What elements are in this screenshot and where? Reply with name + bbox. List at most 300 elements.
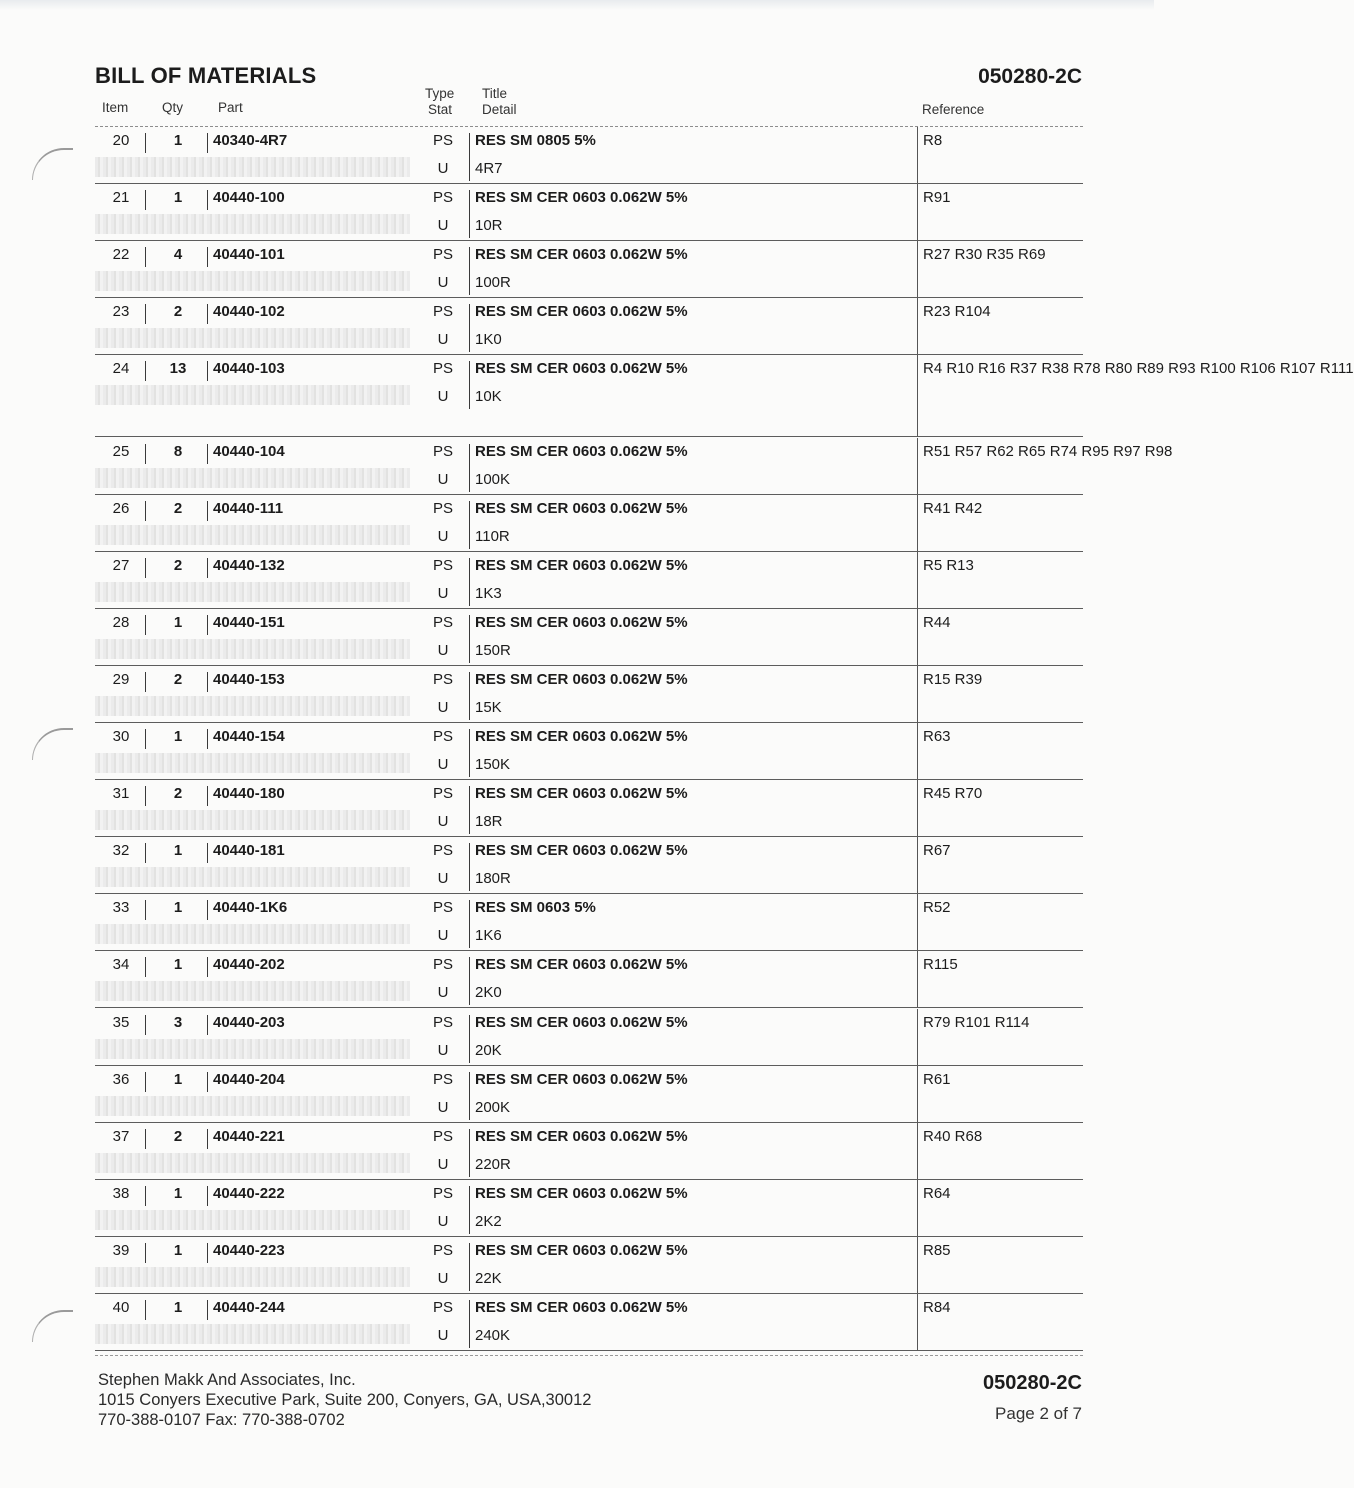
row-shading (95, 214, 410, 234)
column-divider (145, 1300, 146, 1320)
column-divider (145, 672, 146, 692)
column-divider (917, 127, 918, 184)
quantity: 1 (173, 1241, 183, 1259)
column-divider (917, 666, 918, 723)
quantity: 2 (173, 1127, 183, 1145)
status-code: U (437, 1041, 449, 1059)
column-divider (207, 1243, 208, 1263)
table-row (95, 438, 1173, 495)
column-divider (207, 361, 208, 381)
part-number: 40440-154 (213, 728, 285, 745)
status-code: U (437, 813, 449, 831)
row-shading (95, 468, 410, 488)
part-title: RES SM 0805 5% (475, 132, 596, 149)
column-divider (145, 1072, 146, 1092)
column-divider (469, 1300, 470, 1348)
column-divider (469, 444, 470, 492)
part-number: 40440-100 (213, 189, 285, 207)
table-row (95, 355, 1354, 437)
column-divider (917, 1066, 918, 1123)
document-title: BILL OF MATERIALS (95, 63, 317, 88)
type-code: PS (432, 132, 453, 149)
quantity: 3 (173, 1013, 183, 1031)
item-number: 22 (112, 246, 130, 264)
quantity: 1 (173, 956, 183, 974)
reference-designators: R67 (923, 842, 951, 860)
reference-designators: R61 (923, 1070, 951, 1088)
type-code: PS (432, 842, 453, 860)
column-divider (917, 1009, 918, 1066)
part-detail: 100K (475, 470, 511, 488)
part-detail: 200K (475, 1098, 511, 1116)
part-number: 40440-223 (213, 1241, 285, 1259)
table-row (95, 723, 1083, 780)
column-divider (145, 558, 146, 578)
column-divider (207, 843, 208, 863)
status-code: U (437, 217, 449, 235)
column-divider (469, 133, 470, 181)
quantity: 8 (173, 442, 183, 460)
item-number: 21 (112, 189, 130, 207)
column-divider (917, 495, 918, 552)
type-code: PS (432, 556, 453, 574)
row-shading (95, 1210, 410, 1230)
part-detail: 4R7 (475, 160, 503, 177)
reference-designators: R41 R42 (923, 499, 983, 517)
table-row (95, 1066, 1083, 1123)
status-code: U (437, 870, 449, 888)
column-divider (469, 361, 470, 409)
item-number: 32 (112, 842, 130, 860)
reference-designators: R51 R57 R62 R65 R74 R95 R97 R98 (923, 442, 1173, 460)
page-indicator: Page 2 of 7 (995, 1404, 1082, 1423)
column-divider (207, 133, 208, 153)
part-detail: 20K (475, 1041, 502, 1059)
column-divider (917, 1294, 918, 1351)
column-divider (917, 298, 918, 355)
part-detail: 1K6 (475, 927, 502, 945)
item-number: 39 (112, 1241, 130, 1259)
column-divider (917, 1237, 918, 1294)
column-divider (145, 957, 146, 977)
reference-designators: R27 R30 R35 R69 (923, 246, 1046, 264)
part-title: RES SM CER 0603 0.062W 5% (475, 442, 688, 460)
part-detail: 10R (475, 217, 503, 235)
reference-designators: R64 (923, 1184, 951, 1202)
part-title: RES SM CER 0603 0.062W 5% (475, 613, 688, 631)
part-detail: 100R (475, 274, 511, 292)
item-number: 38 (112, 1184, 130, 1202)
type-code: PS (432, 613, 453, 631)
part-title: RES SM CER 0603 0.062W 5% (475, 246, 688, 264)
part-detail: 180R (475, 870, 511, 888)
column-divider (917, 438, 918, 495)
quantity: 2 (173, 556, 183, 574)
reference-designators: R115 (923, 956, 958, 974)
part-number: 40440-102 (213, 303, 285, 321)
type-code: PS (432, 360, 453, 378)
reference-designators: R79 R101 R114 (923, 1013, 1030, 1031)
column-divider (145, 786, 146, 806)
status-code: U (437, 470, 449, 488)
part-number: 40440-153 (213, 670, 285, 688)
item-number: 34 (112, 956, 130, 974)
column-divider (145, 190, 146, 210)
reference-designators: R91 (923, 189, 951, 207)
reference-designators: R45 R70 (923, 785, 983, 803)
row-shading (95, 1039, 410, 1059)
part-title: RES SM CER 0603 0.062W 5% (475, 1184, 688, 1202)
reference-designators: R23 R104 (923, 303, 991, 321)
type-code: PS (432, 1184, 453, 1202)
part-detail: 240K (475, 1327, 511, 1344)
table-row (95, 495, 1083, 552)
column-divider (469, 1129, 470, 1177)
table-row (95, 1237, 1083, 1294)
column-header-reference: Reference (922, 102, 985, 117)
quantity: 2 (173, 303, 183, 321)
column-divider (469, 957, 470, 1005)
part-detail: 18R (475, 813, 503, 831)
part-number: 40440-132 (213, 556, 285, 574)
status-code: U (437, 584, 449, 602)
status-code: U (437, 927, 449, 945)
column-divider (145, 900, 146, 920)
column-header-item: Item (102, 100, 129, 115)
reference-designators: R40 R68 (923, 1127, 983, 1145)
column-divider (145, 1186, 146, 1206)
status-code: U (437, 388, 449, 406)
part-number: 40440-180 (213, 785, 285, 803)
punch-hole-mark (32, 148, 73, 180)
column-divider (207, 1300, 208, 1320)
column-divider (469, 1015, 470, 1063)
column-header-title: Title (482, 86, 508, 101)
status-code: U (437, 274, 449, 292)
part-title: RES SM CER 0603 0.062W 5% (475, 1299, 688, 1316)
column-divider (917, 780, 918, 837)
part-detail: 220R (475, 1155, 511, 1173)
status-code: U (437, 1212, 449, 1230)
part-detail: 15K (475, 698, 502, 716)
column-divider (207, 672, 208, 692)
row-shading (95, 1267, 410, 1287)
column-divider (917, 1180, 918, 1237)
part-title: RES SM CER 0603 0.062W 5% (475, 1127, 688, 1145)
column-header-stat: Stat (428, 102, 453, 117)
part-number: 40440-181 (213, 842, 285, 860)
column-divider (145, 729, 146, 749)
column-divider (917, 951, 918, 1008)
column-divider (469, 729, 470, 777)
table-row (95, 1009, 1083, 1066)
part-title: RES SM CER 0603 0.062W 5% (475, 670, 688, 688)
row-shading (95, 639, 410, 659)
item-number: 35 (112, 1013, 130, 1031)
column-divider (469, 558, 470, 606)
table-row (95, 127, 1083, 184)
column-divider (207, 444, 208, 464)
table-row (95, 1294, 1083, 1351)
column-divider (917, 355, 918, 437)
row-shading (95, 1153, 410, 1173)
column-divider (469, 1072, 470, 1120)
quantity: 1 (173, 842, 183, 860)
row-shading (95, 696, 410, 716)
status-code: U (437, 1155, 449, 1173)
column-divider (145, 1243, 146, 1263)
item-number: 31 (112, 785, 130, 803)
type-code: PS (432, 1013, 453, 1031)
column-divider (145, 361, 146, 381)
part-detail: 22K (475, 1269, 502, 1287)
column-divider (145, 1129, 146, 1149)
column-divider (207, 1015, 208, 1035)
part-detail: 2K2 (475, 1212, 502, 1230)
column-divider (917, 184, 918, 241)
row-shading (95, 1324, 410, 1344)
item-number: 27 (112, 556, 130, 574)
column-divider (207, 1186, 208, 1206)
table-row (95, 894, 1083, 951)
quantity: 1 (173, 899, 183, 917)
part-detail: 1K3 (475, 584, 502, 602)
part-number: 40440-103 (213, 360, 285, 378)
row-shading (95, 924, 410, 944)
company-name: Stephen Makk And Associates, Inc. (98, 1371, 356, 1389)
footer-document-number: 050280-2C (983, 1372, 1082, 1394)
part-detail: 2K0 (475, 984, 502, 1002)
row-divider (95, 1350, 1083, 1351)
quantity: 1 (173, 132, 183, 149)
footer-divider (95, 1355, 1083, 1356)
part-title: RES SM CER 0603 0.062W 5% (475, 728, 688, 745)
item-number: 20 (112, 132, 130, 149)
part-title: RES SM CER 0603 0.062W 5% (475, 785, 688, 803)
part-title: RES SM CER 0603 0.062W 5% (475, 956, 688, 974)
type-code: PS (432, 189, 453, 207)
column-header-type: Type (425, 86, 455, 101)
part-detail: 110R (475, 527, 510, 545)
part-detail: 150K (475, 756, 511, 773)
item-number: 33 (112, 899, 130, 917)
column-divider (207, 558, 208, 578)
quantity: 1 (173, 728, 183, 745)
part-number: 40340-4R7 (213, 132, 288, 149)
part-detail: 1K0 (475, 331, 502, 349)
column-divider (207, 1129, 208, 1149)
status-code: U (437, 984, 449, 1002)
column-divider (469, 190, 470, 238)
part-detail: 150R (475, 641, 511, 659)
type-code: PS (432, 246, 453, 264)
quantity: 1 (173, 1184, 183, 1202)
item-number: 23 (112, 303, 130, 321)
reference-designators: R4 R10 R16 R37 R38 R78 R80 R89 R93 R100 R106 R107 R111 (923, 360, 1354, 378)
part-number: 40440-104 (213, 442, 285, 460)
column-header-detail: Detail (482, 102, 517, 117)
status-code: U (437, 641, 449, 659)
row-shading (95, 525, 410, 545)
company-phone-fax: 770-388-0107 Fax: 770-388-0702 (98, 1411, 345, 1429)
column-divider (207, 190, 208, 210)
column-divider (145, 304, 146, 324)
column-divider (469, 247, 470, 295)
row-shading (95, 582, 410, 602)
part-title: RES SM CER 0603 0.062W 5% (475, 1241, 688, 1259)
part-title: RES SM CER 0603 0.062W 5% (475, 360, 688, 378)
type-code: PS (432, 1299, 453, 1316)
part-number: 40440-111 (213, 499, 284, 517)
column-header-part: Part (218, 100, 243, 115)
column-divider (207, 1072, 208, 1092)
part-title: RES SM CER 0603 0.062W 5% (475, 189, 688, 207)
reference-designators: R52 (923, 899, 951, 917)
scan-edge (0, 0, 1154, 10)
part-number: 40440-1K6 (213, 899, 288, 917)
table-row (95, 609, 1083, 666)
table-row (95, 241, 1083, 298)
column-header-qty: Qty (162, 100, 184, 115)
column-divider (145, 615, 146, 635)
type-code: PS (432, 442, 453, 460)
part-title: RES SM CER 0603 0.062W 5% (475, 556, 688, 574)
column-divider (207, 247, 208, 267)
quantity: 1 (173, 613, 183, 631)
row-shading (95, 271, 410, 291)
quantity: 1 (173, 189, 183, 207)
reference-designators: R15 R39 (923, 670, 983, 688)
column-divider (917, 837, 918, 894)
document-number: 050280-2C (978, 65, 1082, 88)
column-divider (207, 957, 208, 977)
reference-designators: R84 (923, 1299, 951, 1316)
quantity: 2 (173, 785, 183, 803)
item-number: 29 (112, 670, 130, 688)
quantity: 2 (173, 670, 183, 688)
column-divider (145, 1015, 146, 1035)
status-code: U (437, 756, 449, 773)
row-shading (95, 385, 410, 405)
row-shading (95, 1096, 410, 1116)
part-detail: 10K (475, 388, 502, 406)
table-row (95, 298, 1083, 355)
column-divider (469, 900, 470, 948)
status-code: U (437, 331, 449, 349)
part-title: RES SM CER 0603 0.062W 5% (475, 1070, 688, 1088)
column-divider (469, 786, 470, 834)
column-divider (145, 444, 146, 464)
column-divider (917, 552, 918, 609)
status-code: U (437, 1327, 449, 1344)
quantity: 4 (173, 246, 183, 264)
column-divider (145, 843, 146, 863)
column-divider (917, 241, 918, 298)
column-divider (145, 133, 146, 153)
row-shading (95, 328, 410, 348)
part-number: 40440-244 (213, 1299, 285, 1316)
part-title: RES SM CER 0603 0.062W 5% (475, 499, 688, 517)
table-row (95, 951, 1083, 1008)
column-divider (207, 729, 208, 749)
column-divider (469, 615, 470, 663)
part-number: 40440-204 (213, 1070, 285, 1088)
reference-designators: R85 (923, 1241, 951, 1259)
item-number: 30 (112, 728, 130, 745)
status-code: U (437, 1269, 449, 1287)
part-title: RES SM CER 0603 0.062W 5% (475, 1013, 688, 1031)
column-divider (917, 1123, 918, 1180)
punch-hole-mark (32, 728, 73, 760)
quantity: 13 (169, 360, 187, 378)
column-divider (469, 672, 470, 720)
column-divider (917, 723, 918, 780)
column-divider (469, 1186, 470, 1234)
reference-designators: R8 (923, 132, 943, 149)
type-code: PS (432, 303, 453, 321)
table-row (95, 552, 1083, 609)
column-divider (207, 304, 208, 324)
part-number: 40440-151 (213, 613, 285, 631)
reference-designators: R5 R13 (923, 556, 974, 574)
type-code: PS (432, 1070, 453, 1088)
item-number: 36 (112, 1070, 130, 1088)
row-shading (95, 867, 410, 887)
type-code: PS (432, 1127, 453, 1145)
punch-hole-mark (32, 1310, 73, 1342)
part-number: 40440-203 (213, 1013, 285, 1031)
reference-designators: R63 (923, 728, 951, 745)
item-number: 25 (112, 442, 130, 460)
quantity: 1 (173, 1070, 183, 1088)
column-divider (469, 1243, 470, 1291)
quantity: 2 (173, 499, 183, 517)
part-title: RES SM CER 0603 0.062W 5% (475, 842, 688, 860)
item-number: 40 (112, 1299, 130, 1316)
column-divider (207, 786, 208, 806)
status-code: U (437, 1098, 449, 1116)
row-shading (95, 753, 410, 773)
column-divider (145, 501, 146, 521)
status-code: U (437, 160, 449, 177)
table-row (95, 184, 1083, 241)
company-address: 1015 Conyers Executive Park, Suite 200, Conyers, GA, USA,30012 (98, 1391, 592, 1409)
column-divider (145, 247, 146, 267)
column-divider (469, 501, 470, 549)
table-row (95, 837, 1083, 894)
item-number: 24 (112, 360, 130, 378)
part-title: RES SM CER 0603 0.062W 5% (475, 303, 688, 321)
row-shading (95, 157, 410, 177)
type-code: PS (432, 956, 453, 974)
column-divider (917, 609, 918, 666)
part-number: 40440-221 (213, 1127, 285, 1145)
table-row (95, 1123, 1083, 1180)
column-divider (207, 615, 208, 635)
part-number: 40440-101 (213, 246, 285, 264)
column-divider (207, 501, 208, 521)
row-shading (95, 981, 410, 1001)
table-row (95, 780, 1083, 837)
item-number: 28 (112, 613, 130, 631)
column-divider (917, 894, 918, 951)
row-shading (95, 810, 410, 830)
type-code: PS (432, 785, 453, 803)
part-number: 40440-222 (213, 1184, 285, 1202)
part-number: 40440-202 (213, 956, 285, 974)
column-divider (469, 304, 470, 352)
quantity: 1 (173, 1299, 183, 1316)
